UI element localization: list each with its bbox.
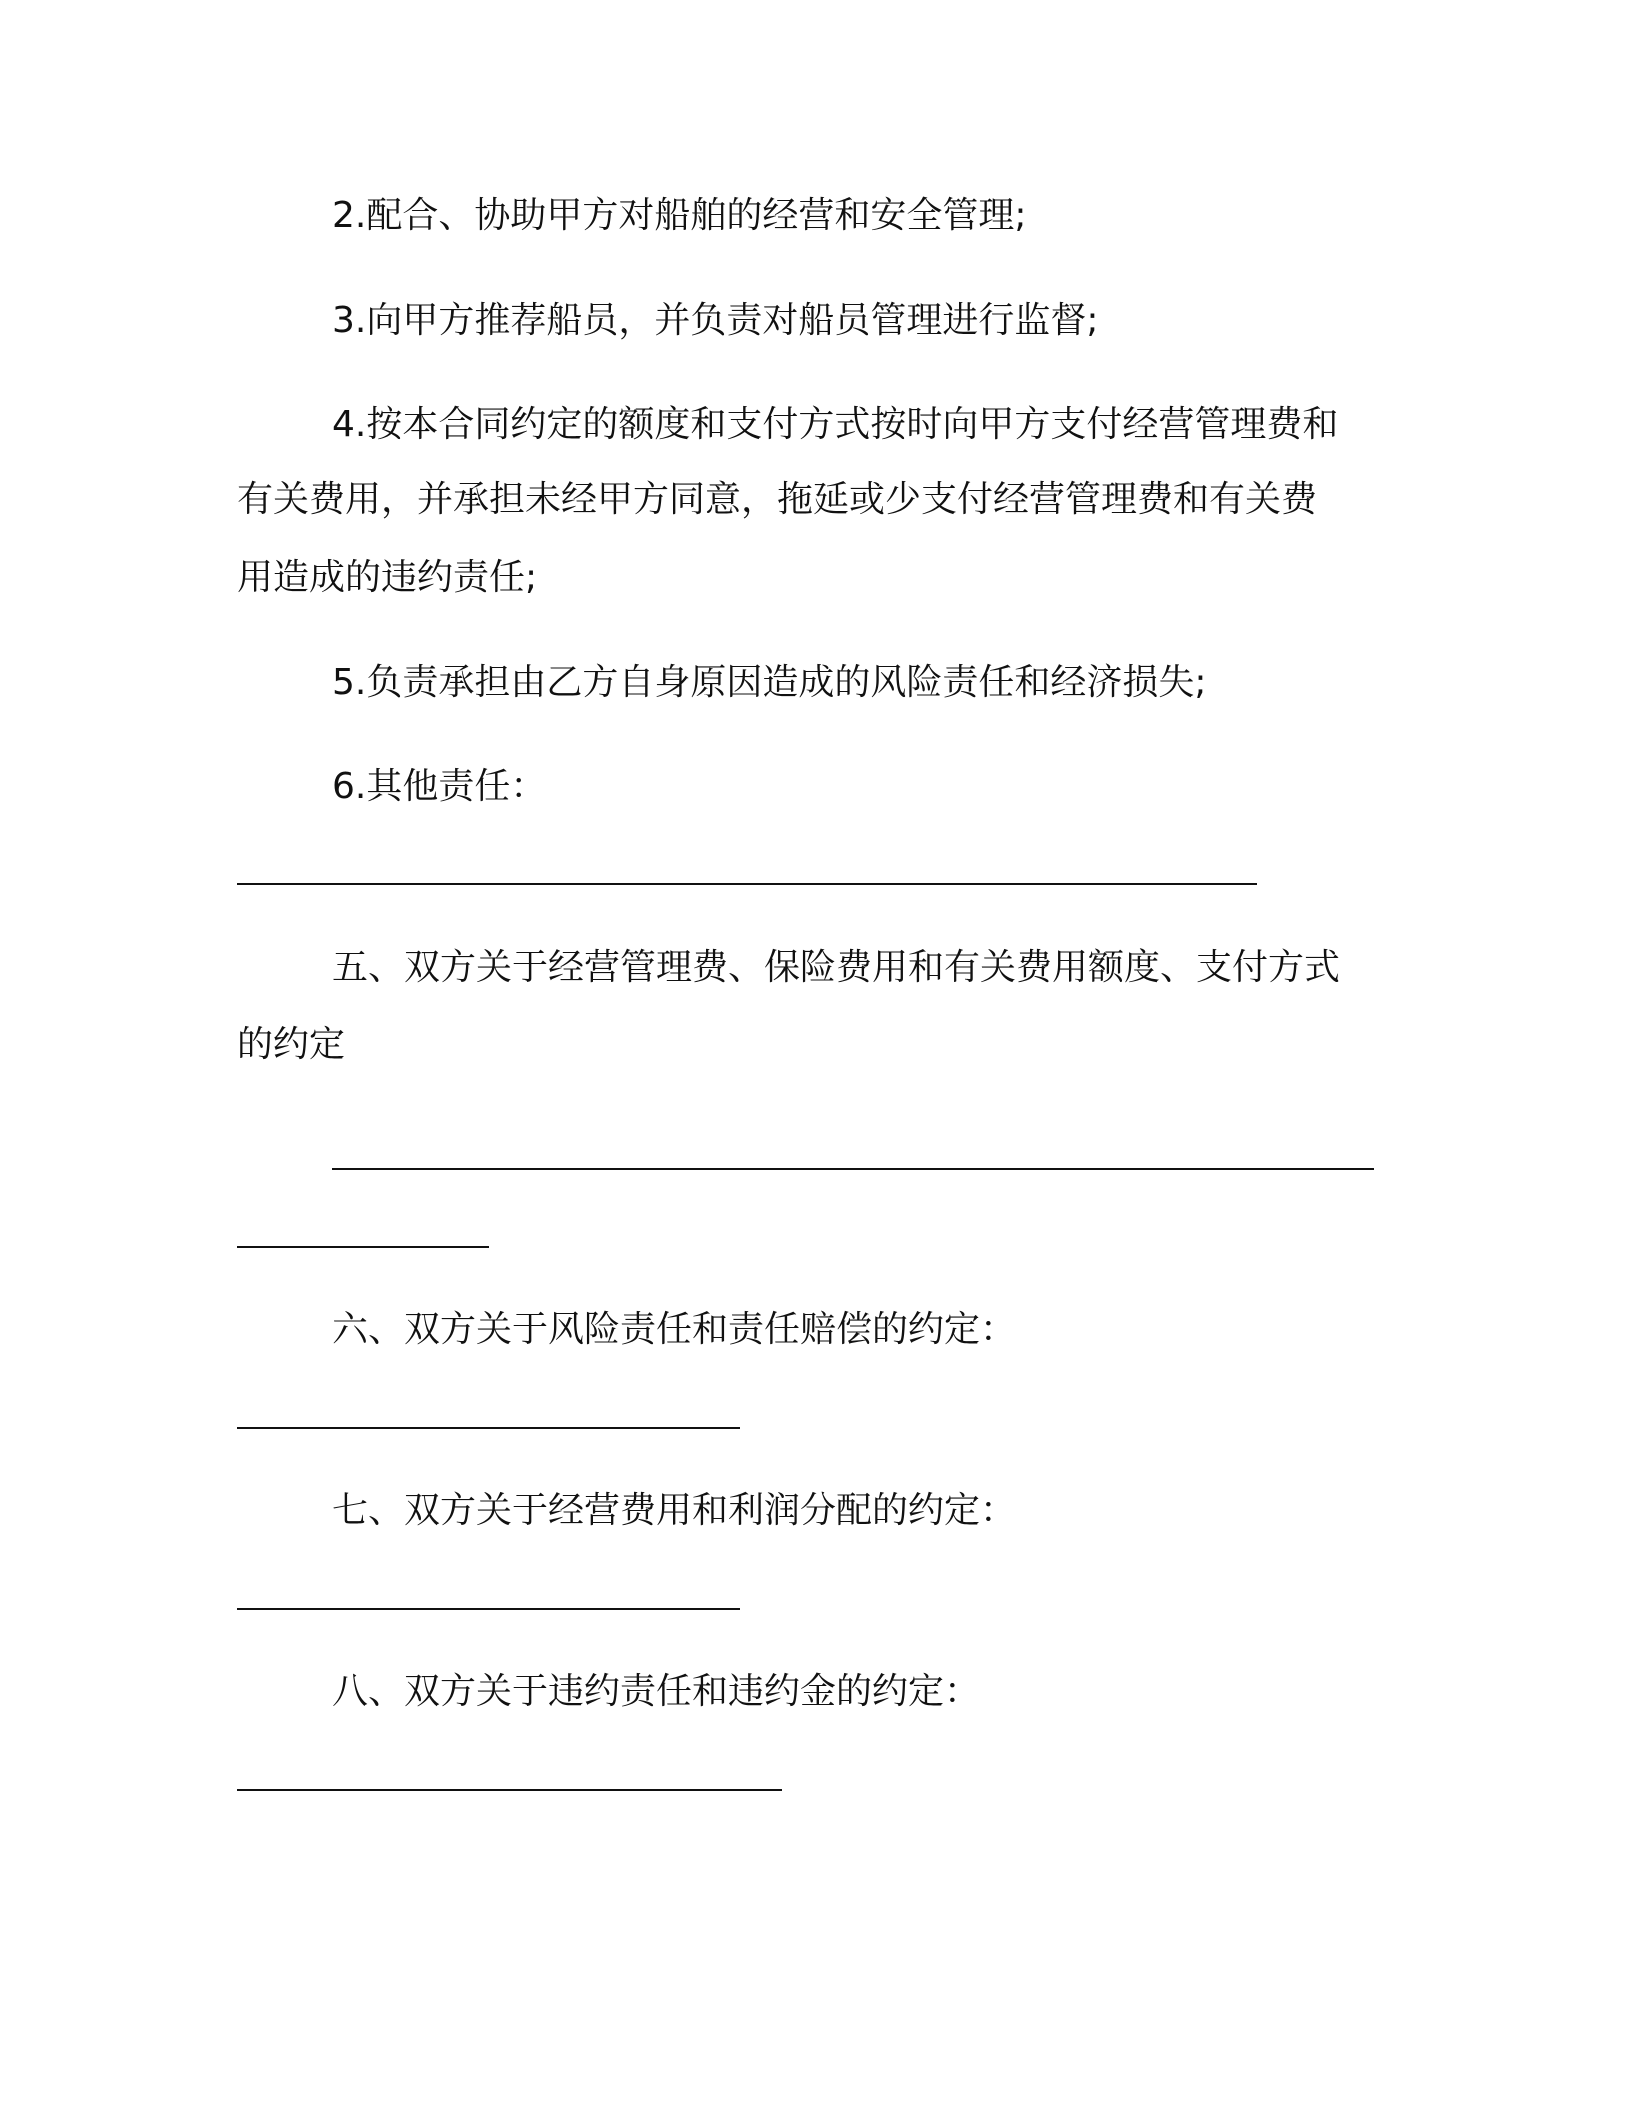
item-6-line-1: 6.其他责任： [332, 766, 547, 807]
item-2-line-1: 2.配合、协助甲方对船舶的经营和安全管理; [332, 195, 1027, 236]
item-5-line-1: 5.负责承担由乙方自身原因造成的风险责任和经济损失; [332, 662, 1207, 703]
blank-line-fees-1 [332, 1168, 1374, 1170]
blank-line-profit [237, 1608, 740, 1610]
section-8-line-1: 八、双方关于违约责任和违约金的约定： [332, 1671, 981, 1712]
blank-line-fees-2 [237, 1246, 489, 1248]
item-3-line-1: 3.向甲方推荐船员，并负责对船员管理进行监督; [332, 300, 1099, 341]
section-6-line-1: 六、双方关于风险责任和责任赔偿的约定： [332, 1309, 1017, 1350]
blank-line-other-duties [237, 883, 1257, 885]
section-7-line-1: 七、双方关于经营费用和利润分配的约定： [332, 1490, 1017, 1531]
blank-line-risk [237, 1427, 740, 1429]
section-5-line-1: 五、双方关于经营管理费、保险费用和有关费用额度、支付方式 [332, 947, 1341, 988]
item-4-line-1: 4.按本合同约定的额度和支付方式按时向甲方支付经营管理费和 [332, 404, 1339, 445]
section-5-line-2: 的约定 [237, 1024, 346, 1065]
item-4-line-3: 用造成的违约责任; [237, 557, 538, 598]
item-4-line-2: 有关费用，并承担未经甲方同意，拖延或少支付经营管理费和有关费 [237, 479, 1318, 520]
blank-line-penalty [237, 1789, 782, 1791]
